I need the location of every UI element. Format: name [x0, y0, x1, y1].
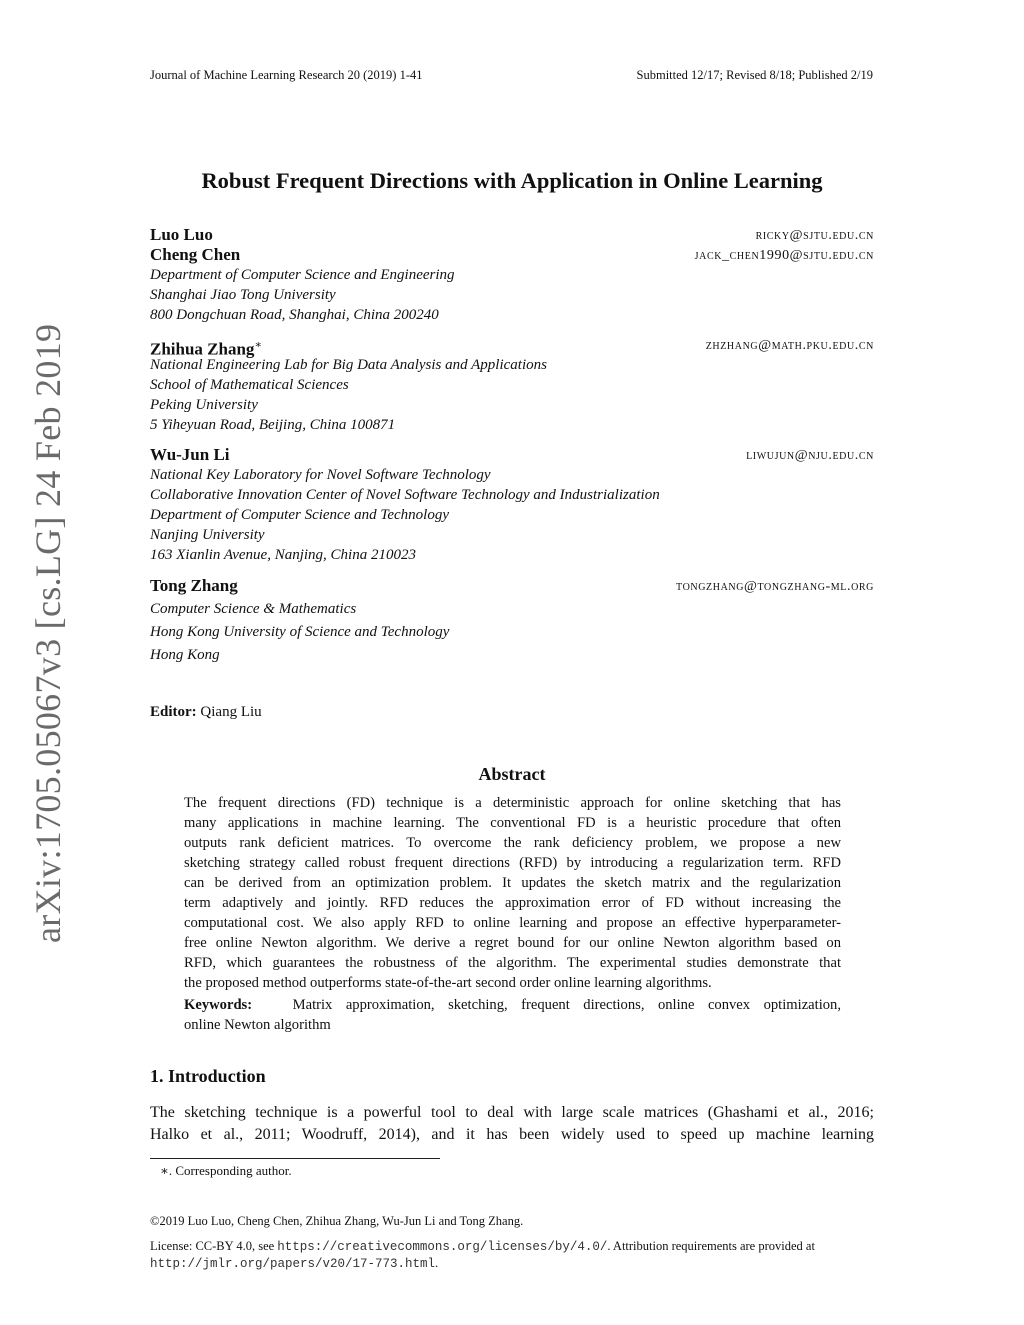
keywords-continued: online Newton algorithm [184, 1017, 331, 1033]
affiliation-line: Hong Kong University of Science and Technology [150, 624, 450, 640]
corresponding-marker: ∗ [254, 339, 262, 351]
author-group-hkust [150, 576, 874, 667]
paper-link[interactable]: http://jmlr.org/papers/v20/17-773.html [150, 1257, 436, 1271]
introduction-text [150, 1102, 874, 1146]
affiliation-line: Nanjing University [150, 527, 265, 543]
abstract-line: the proposed method outperforms state-of-the-art second order online learning algorithms. [184, 975, 712, 991]
affiliation-line: 5 Yiheyuan Road, Beijing, China 100871 [150, 417, 396, 433]
license-middle: . Attribution requirements are provided at [607, 1239, 815, 1253]
submission-dates: Submitted 12/17; Revised 8/18; Published 2/19 [636, 68, 873, 82]
affiliation-line: Peking University [150, 397, 258, 413]
editor-label: Editor: [150, 704, 197, 720]
copyright-notice: ©2019 Luo Luo, Cheng Chen, Zhihua Zhang, Wu-Jun Li and Tong Zhang. [150, 1214, 524, 1228]
journal-header: Journal of Machine Learning Research 20 (2019) 1-41 [150, 68, 423, 82]
abstract-line: term adaptively and jointly. RFD reduces the approximation error of FD without increasing the [184, 895, 841, 911]
abstract-line: sketching strategy called robust frequent directions (RFD) by introducing a regularization term. RFD [184, 855, 841, 871]
affiliation-line: Collaborative Innovation Center of Novel Software Technology and Industrialization [150, 487, 660, 503]
license-link[interactable]: https://creativecommons.org/licenses/by/4.0/ [277, 1240, 608, 1254]
author-name: Luo Luo [150, 225, 213, 244]
abstract-text [184, 793, 841, 993]
footnote: ∗. Corresponding author. [160, 1163, 292, 1178]
abstract-line: RFD, which guarantees the robustness of the algorithm. The experimental studies demonstrate that [184, 955, 841, 971]
keywords-label: Keywords: [184, 997, 253, 1013]
body-line: Halko et al., 2011; Woodruff, 2014), and it has been widely used to speed up machine learning [150, 1126, 874, 1143]
author-name: Wu-Jun Li [150, 445, 230, 464]
author-entry [150, 576, 874, 596]
author-email[interactable]: liwujun@nju.edu.cn [746, 448, 874, 463]
author-name: Zhihua Zhang [150, 339, 255, 359]
author-entry [150, 445, 874, 465]
abstract-line: computational cost. We also apply RFD to online learning and propose an effective hyperparameter- [184, 915, 841, 931]
abstract-line: many applications in machine learning. The conventional FD is a heuristic procedure that often [184, 815, 841, 831]
footnote-rule [150, 1158, 440, 1159]
affiliation-line: 800 Dongchuan Road, Shanghai, China 200240 [150, 307, 439, 323]
author-name: Tong Zhang [150, 576, 238, 595]
editor-name: Qiang Liu [200, 704, 262, 720]
affiliation-line: Hong Kong [150, 647, 220, 663]
abstract-line: free online Newton algorithm. We derive a regret bound for our online Newton algorithm based on [184, 935, 841, 951]
author-group-pku [150, 335, 874, 435]
affiliation-line: Shanghai Jiao Tong University [150, 287, 336, 303]
keywords-line [184, 995, 841, 1015]
license-notice [150, 1238, 874, 1272]
abstract-heading: Abstract [478, 764, 546, 784]
affiliation-line: School of Mathematical Sciences [150, 377, 349, 393]
paper-title: Robust Frequent Directions with Application in Online Learning [201, 168, 823, 193]
author-name: Cheng Chen [150, 245, 241, 264]
arxiv-identifier: arXiv:1705.05067v3 [cs.LG] 24 Feb 2019 [28, 323, 68, 943]
author-email[interactable]: tongzhang@tongzhang-ml.org [676, 579, 874, 594]
author-email[interactable]: ricky@sjtu.edu.cn [755, 228, 874, 243]
affiliation-line: Department of Computer Science and Engineering [150, 267, 455, 283]
section-heading: 1. Introduction [150, 1066, 266, 1086]
abstract-line: can be derived from an optimization problem. It updates the sketch matrix and the regularization [184, 875, 841, 891]
author-email[interactable]: zhzhang@math.pku.edu.cn [705, 338, 874, 353]
affiliation-line: National Engineering Lab for Big Data Analysis and Applications [150, 357, 547, 373]
author-group-sjtu [150, 225, 874, 325]
author-group-nju [150, 445, 874, 565]
affiliation-line: Computer Science & Mathematics [150, 601, 357, 617]
license-prefix: License: CC-BY 4.0, see [150, 1239, 278, 1253]
body-line: The sketching technique is a powerful tool to deal with large scale matrices (Ghashami et al., 2016; [150, 1104, 874, 1121]
keywords [184, 995, 841, 1035]
affiliation-line: National Key Laboratory for Novel Software Technology [150, 467, 491, 483]
abstract-line: outputs rank deficient matrices. To overcome the rank deficiency problem, we propose a new [184, 835, 841, 851]
affiliation-line: 163 Xianlin Avenue, Nanjing, China 210023 [150, 547, 416, 563]
keywords-list: Matrix approximation, sketching, frequent directions, online convex optimization, [292, 997, 841, 1013]
author-entry [150, 225, 874, 245]
license-suffix: . [435, 1256, 439, 1270]
editor-line [150, 704, 262, 721]
author-entry [150, 245, 874, 265]
affiliation-line: Department of Computer Science and Technology [150, 507, 449, 523]
abstract-line: The frequent directions (FD) technique is a deterministic approach for online sketching that has [184, 795, 841, 811]
author-entry [150, 335, 874, 359]
author-email[interactable]: jack_chen1990@sjtu.edu.cn [694, 248, 874, 263]
